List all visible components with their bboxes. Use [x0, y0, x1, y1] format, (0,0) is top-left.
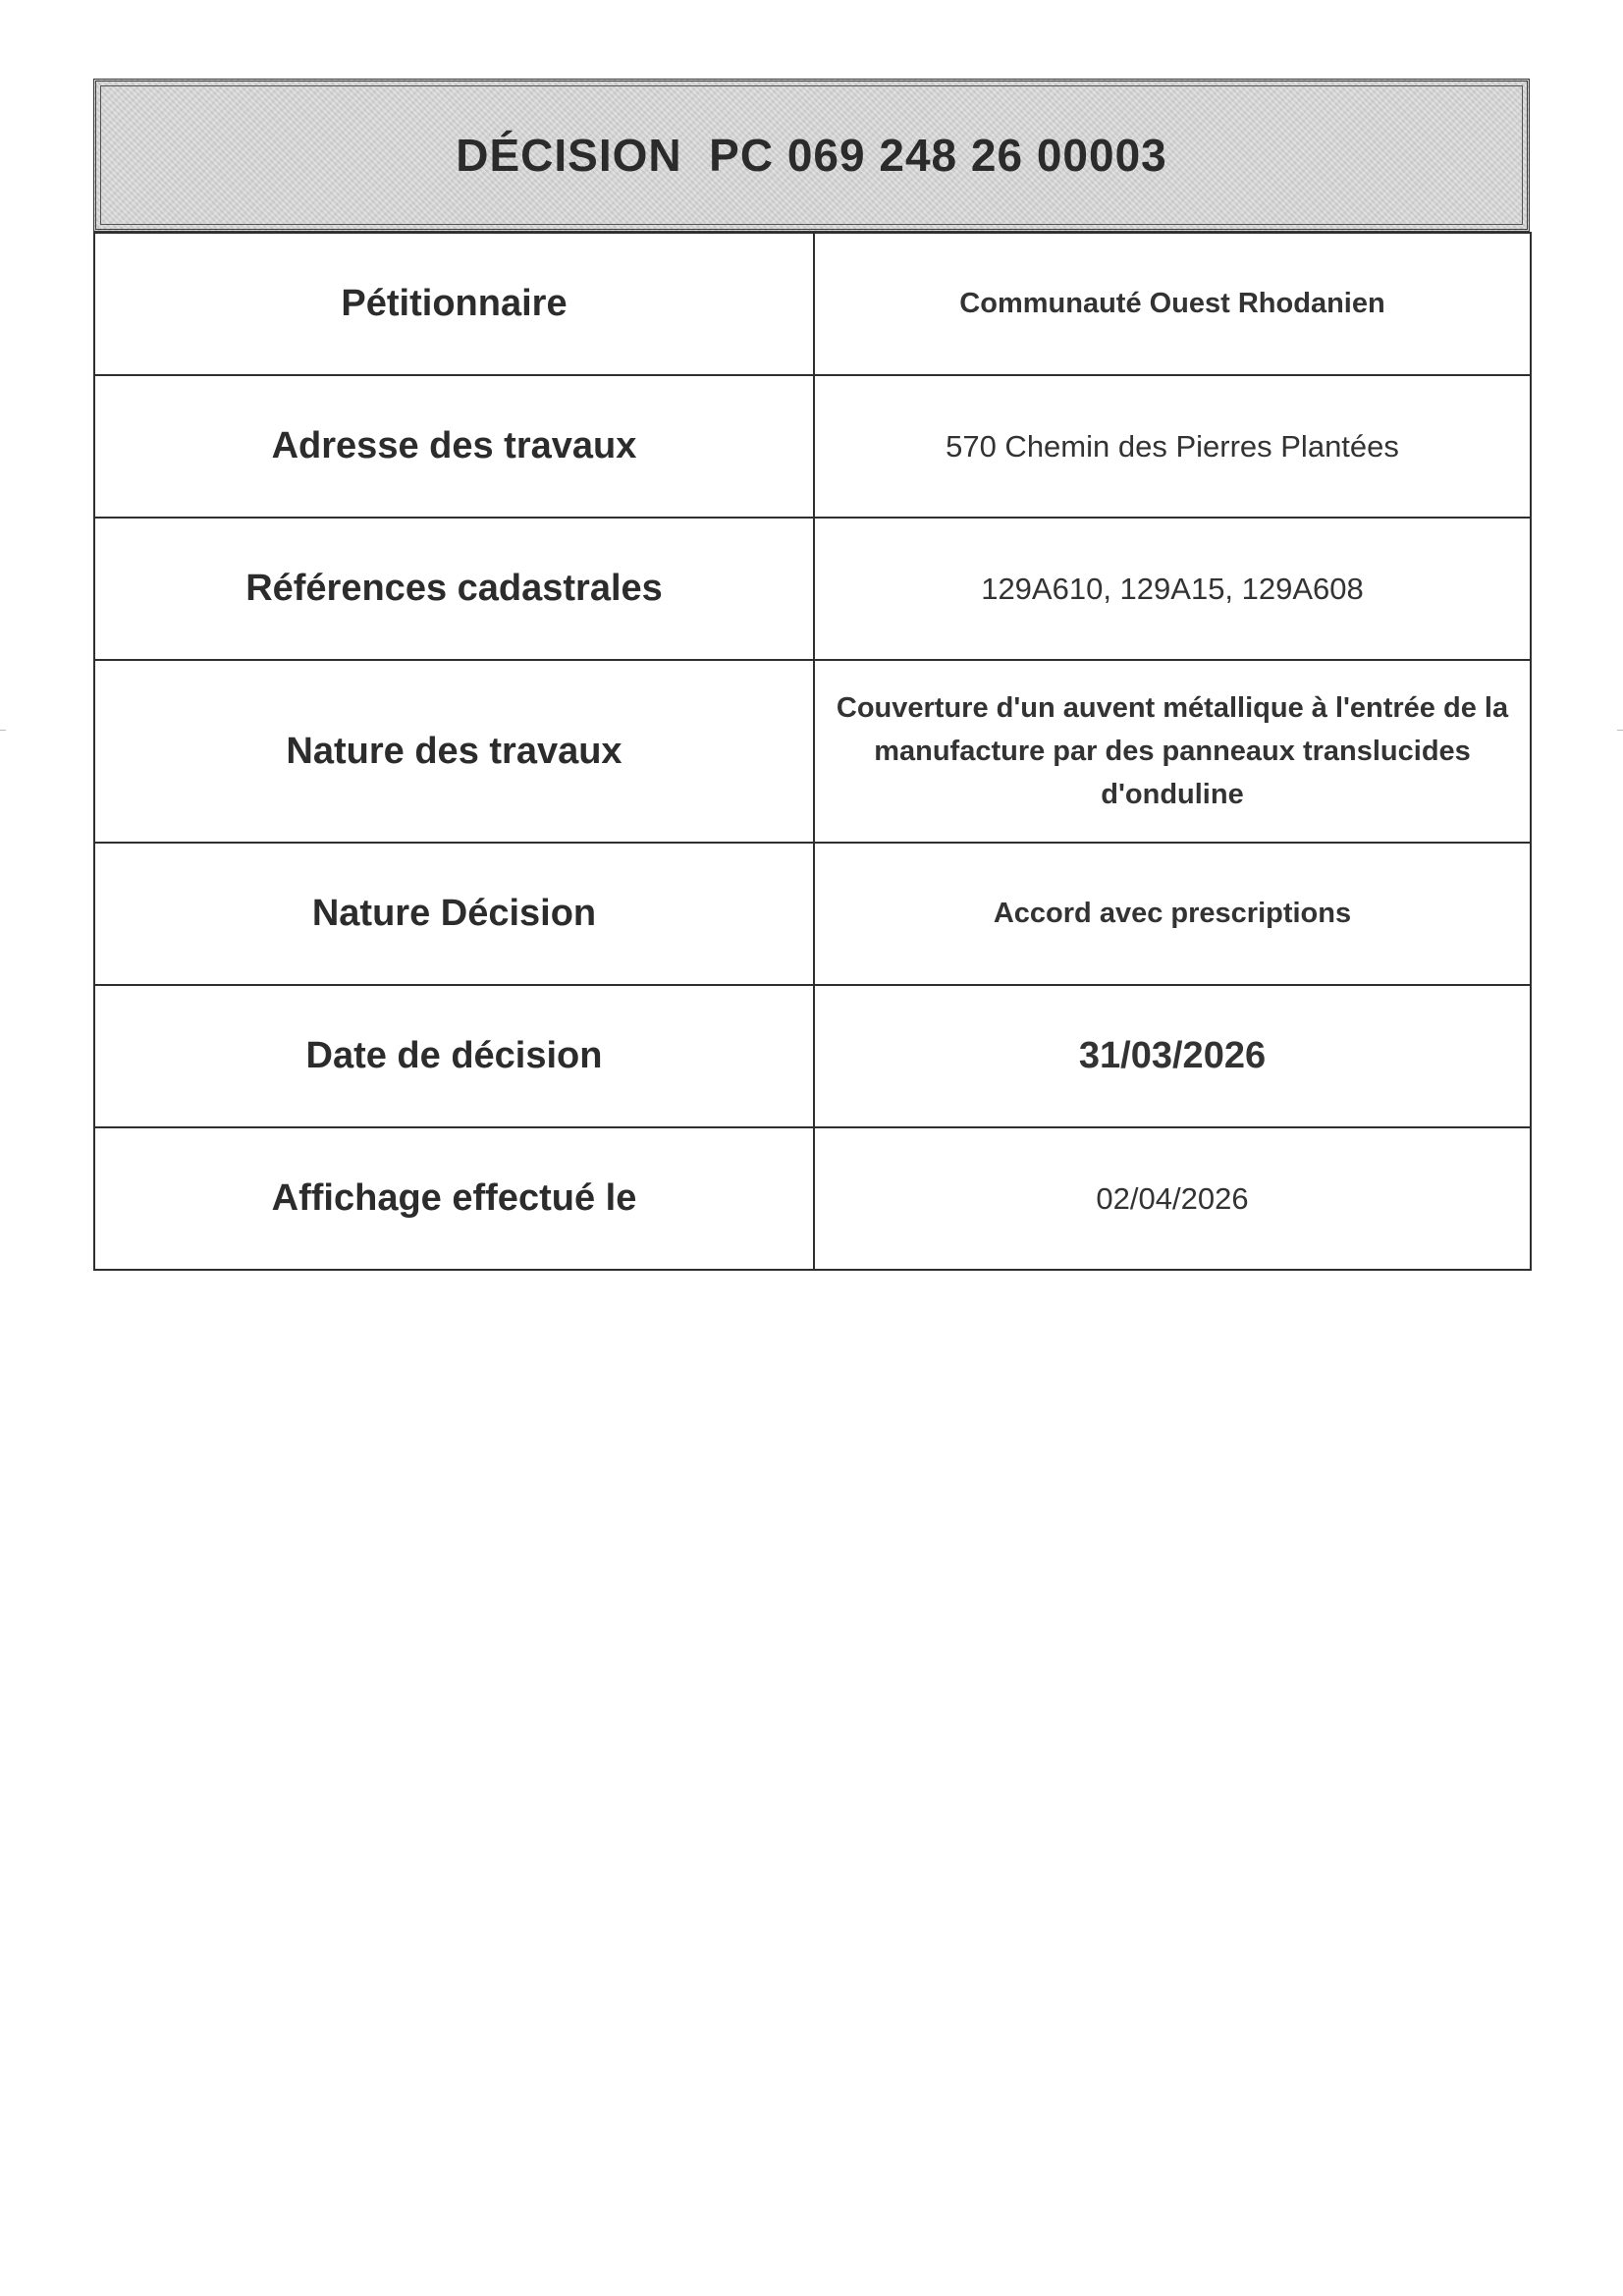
row-label-nature-decision: Nature Décision: [94, 843, 814, 985]
nature-travaux-line: Couverture d'un auvent métallique à l'entrée de la: [836, 692, 1509, 724]
row-value-affichage: 02/04/2026: [814, 1127, 1531, 1270]
scan-margin-mark-right: [1617, 730, 1623, 731]
table-row: [94, 1127, 1531, 1270]
decision-title: DÉCISION PC 069 248 26 00003: [456, 130, 1167, 181]
decision-header: [93, 79, 1530, 232]
scan-margin-mark-left: [0, 730, 6, 731]
nature-travaux-line: d'onduline: [1101, 779, 1244, 810]
table-row: [94, 375, 1531, 518]
table-row: [94, 518, 1531, 660]
row-value-date-decision: 31/03/2026: [814, 985, 1531, 1127]
row-label-petitionnaire: Pétitionnaire: [94, 233, 814, 375]
row-label-affichage: Affichage effectué le: [94, 1127, 814, 1270]
row-value-nature-decision: Accord avec prescriptions: [814, 843, 1531, 985]
table-row: [94, 233, 1531, 375]
row-label-date-decision: Date de décision: [94, 985, 814, 1127]
row-label-references: Références cadastrales: [94, 518, 814, 660]
row-value-petitionnaire: Communauté Ouest Rhodanien: [814, 233, 1531, 375]
table-row: [94, 985, 1531, 1127]
table-row: [94, 660, 1531, 843]
row-value-references: 129A610, 129A15, 129A608: [814, 518, 1531, 660]
nature-travaux-line: manufacture par des panneaux translucides: [874, 736, 1471, 767]
row-value-adresse: 570 Chemin des Pierres Plantées: [814, 375, 1531, 518]
decision-info-table: [93, 232, 1532, 1271]
row-label-adresse: Adresse des travaux: [94, 375, 814, 518]
decision-document: [93, 79, 1530, 1271]
row-value-nature-travaux: [814, 660, 1531, 843]
table-row: [94, 843, 1531, 985]
row-label-nature-travaux: Nature des travaux: [94, 660, 814, 843]
